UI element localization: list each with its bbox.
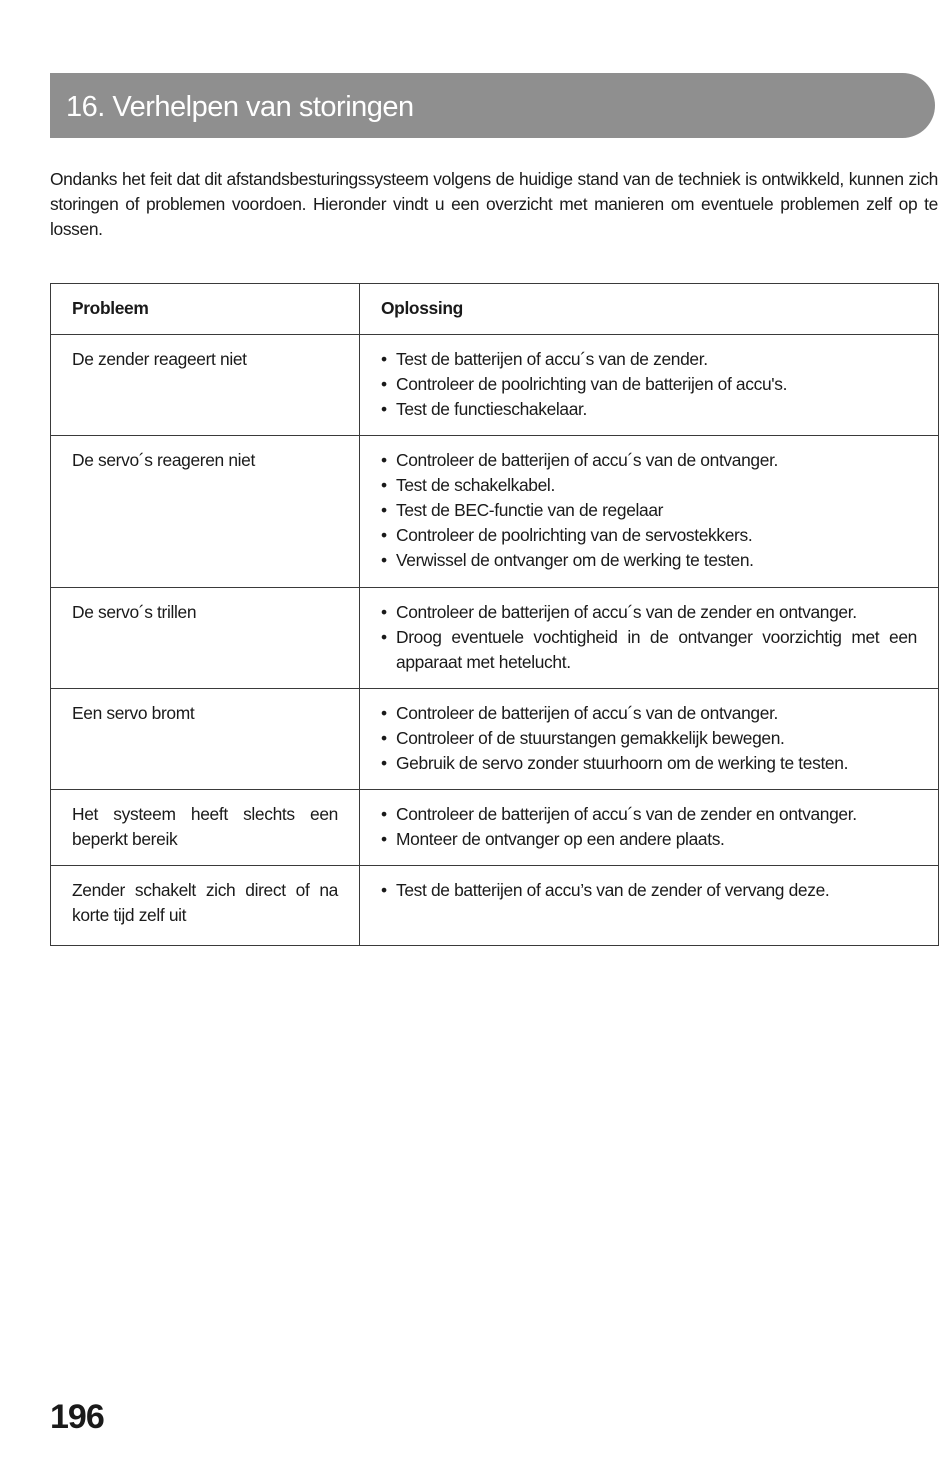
problem-cell: De zender reageert niet [51,335,360,436]
header-problem: Probleem [51,284,360,335]
solution-item: • Test de schakelkabel. [381,473,917,498]
solution-item: • Controleer de batterijen of accu´s van de ontvanger. [381,701,917,726]
solution-cell [360,588,939,689]
solution-cell [360,335,939,436]
solution-list [381,600,917,675]
solution-item: • Controleer de poolrichting van de servostekkers. [381,523,917,548]
section-header-bar [50,73,935,138]
solution-item: • Monteer de ontvanger op een andere plaats. [381,827,917,852]
problem-cell: De servo´s trillen [51,588,360,689]
problem-cell: Zender schakelt zich direct of na korte tijd zelf uit [51,866,360,946]
solution-list [381,878,917,903]
solution-item: • Test de functieschakelaar. [381,397,917,422]
solution-item: • Controleer de poolrichting van de batterijen of accu's. [381,372,917,397]
solution-cell [360,790,939,866]
intro-paragraph: Ondanks het feit dat dit afstandsbesturingssysteem volgens de huidige stand van de techniek is ontwikkeld, kunnen zich storingen of problemen voordoen. Hieronder vindt u een overzicht met manieren om eventuele problemen zelf op te lossen. [50,169,938,239]
solution-item: • Test de batterijen of accu’s van de zender of vervang deze. [381,878,917,903]
solution-item: • Controleer of de stuurstangen gemakkelijk bewegen. [381,726,917,751]
table-row [51,689,939,790]
solution-list [381,347,917,422]
section-title: 16. Verhelpen van storingen [66,91,414,123]
table-row [51,335,939,436]
table-row [51,436,939,588]
problem-cell: De servo´s reageren niet [51,436,360,588]
solution-list [381,448,917,573]
solution-item: • Gebruik de servo zonder stuurhoorn om de werking te testen. [381,751,917,776]
solution-item: • Test de BEC-functie van de regelaar [381,498,917,523]
header-solution: Oplossing [360,284,939,335]
solution-item: • Test de batterijen of accu´s van de zender. [381,347,917,372]
problem-cell: Het systeem heeft slechts een beperkt bereik [51,790,360,866]
table-row [51,790,939,866]
troubleshooting-table [50,283,939,946]
solution-item: • Controleer de batterijen of accu´s van de ontvanger. [381,448,917,473]
solution-item: • Controleer de batterijen of accu´s van de zender en ontvanger. [381,802,917,827]
solution-list [381,802,917,852]
table-header-row [51,284,939,335]
solution-cell [360,866,939,946]
solution-cell [360,436,939,588]
solution-item: • Droog eventuele vochtigheid in de ontvanger voorzichtig met een apparaat met hetelucht. [381,625,917,675]
solution-item: • Verwissel de ontvanger om de werking te testen. [381,548,917,573]
solution-cell [360,689,939,790]
problem-cell: Een servo bromt [51,689,360,790]
table-row [51,588,939,689]
page-number: 196 [50,1398,104,1436]
table-row [51,866,939,946]
solution-list [381,701,917,776]
solution-item: • Controleer de batterijen of accu´s van de zender en ontvanger. [381,600,917,625]
